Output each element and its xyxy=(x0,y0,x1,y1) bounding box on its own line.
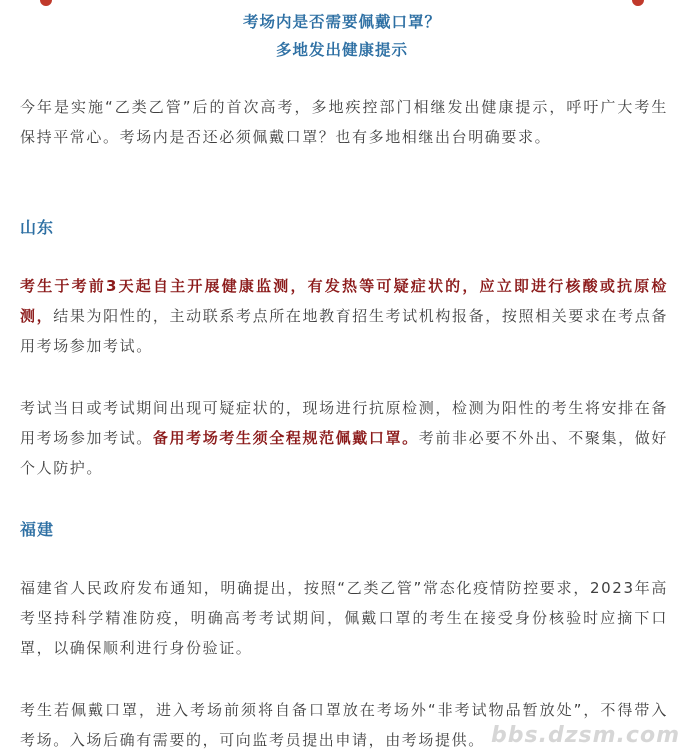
site-watermark: bbs.dzsm.com xyxy=(491,723,680,748)
headline-line-2: 多地发出健康提示 xyxy=(275,41,408,59)
accent-mark xyxy=(632,0,644,6)
section-title-shandong: 山东 xyxy=(20,218,55,237)
headline-line-1: 考场内是否需要佩戴口罩？ xyxy=(242,13,441,31)
shandong-paragraph-1-emphasis: 考生于考前3天起自主开展健康监测，有发热等可疑症状的，应立即进行核酸或抗原检测， xyxy=(20,277,668,325)
shandong-paragraph-2 xyxy=(20,393,668,483)
fujian-paragraph-2: 考生若佩戴口罩，进入考场前须将自备口罩放在考场外“非考试物品暂放处”，不得带入考场。入场后确有需要的，可向监考员提出申请，由考场提供。 xyxy=(20,701,668,749)
intro-paragraph: 今年是实施“乙类乙管”后的首次高考，多地疾控部门相继发出健康提示，呼吁广大考生保持平常心。考场内是否还必须佩戴口罩？也有多地相继出台明确要求。 xyxy=(20,98,668,146)
shandong-paragraph-2-start: 考试当日或考试期间出现可疑症状的，现场进行抗原检测，检测为阳性的考生将安排在备用考场参加考试。 xyxy=(20,399,668,447)
fujian-paragraph-1: 福建省人民政府发布通知，明确提出，按照“乙类乙管”常态化疫情防控要求，2023年高考坚持科学精准防疫，明确高考考试期间，佩戴口罩的考生在接受身份核验时应摘下口罩，以确保顺利进行身份验证。 xyxy=(20,579,668,657)
accent-mark xyxy=(40,0,52,6)
shandong-paragraph-1 xyxy=(20,271,668,361)
section-title-fujian: 福建 xyxy=(20,520,55,539)
shandong-paragraph-2-end: 考前非必要不外出、不聚集，做好个人防护。 xyxy=(20,429,668,477)
shandong-paragraph-2-emphasis: 备用考场考生须全程规范佩戴口罩。 xyxy=(152,429,419,447)
top-accent-bar xyxy=(0,0,684,10)
shandong-paragraph-1-rest: 结果为阳性的，主动联系考点所在地教育招生考试机构报备，按照相关要求在考点备用考场参加考试。 xyxy=(20,307,668,355)
